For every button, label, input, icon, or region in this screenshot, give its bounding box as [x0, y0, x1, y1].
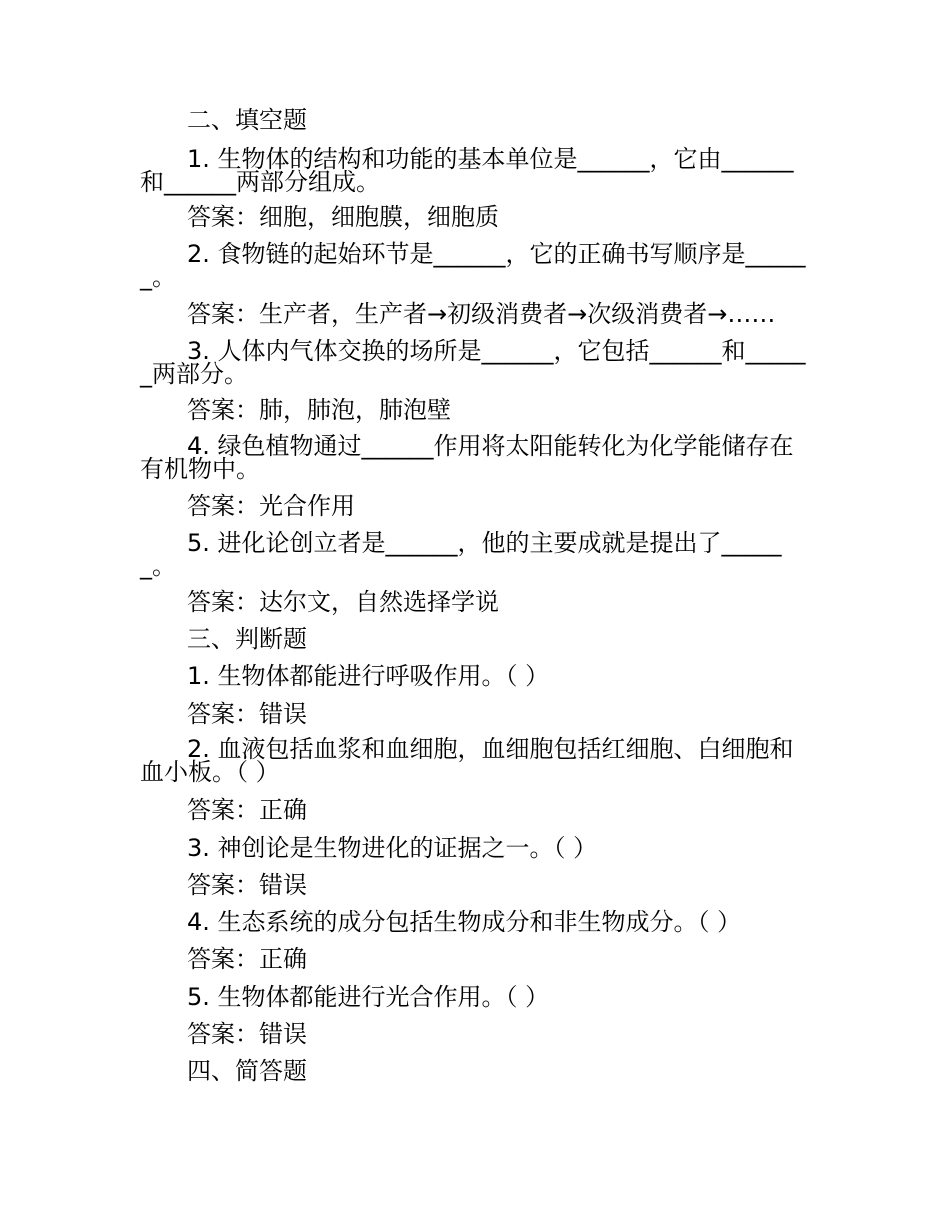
question-text: 2. 血液包括血浆和血细胞，血细胞包括红细胞、白细胞和血小板。（ ）	[140, 735, 794, 786]
question-text: 4. 绿色植物通过______作用将太阳能转化为化学能储存在有机物中。	[140, 432, 794, 483]
answer-text: 答案：肺，肺泡，肺泡壁	[187, 396, 451, 424]
question-text: 3. 神创论是生物进化的证据之一。（ ）	[187, 834, 598, 862]
answer-text: 答案：光合作用	[187, 492, 355, 520]
answer-text: 答案：正确	[187, 945, 307, 973]
answer-text: 答案：生产者，生产者→初级消费者→次级消费者→……	[187, 300, 776, 328]
section-heading-true-false: 三、判断题	[187, 625, 307, 653]
answer-text: 答案：正确	[187, 796, 307, 824]
question-text: 4. 生态系统的成分包括生物成分和非生物成分。（ ）	[187, 908, 742, 936]
answer-text: 答案：错误	[187, 1020, 307, 1048]
question-text: 5. 进化论创立者是______，他的主要成就是提出了______。	[140, 529, 782, 580]
section-heading-short-answer: 四、简答题	[187, 1057, 307, 1085]
answer-text: 答案：细胞，细胞膜，细胞质	[187, 203, 499, 231]
question-text: 1. 生物体都能进行呼吸作用。（ ）	[187, 662, 550, 690]
answer-text: 答案：错误	[187, 871, 307, 899]
question-text: 1. 生物体的结构和功能的基本单位是______，它由______和______两部分组成。	[140, 145, 794, 196]
section-heading-fill-in: 二、填空题	[187, 106, 307, 134]
question-text: 5. 生物体都能进行光合作用。（ ）	[187, 983, 550, 1011]
question-text: 3. 人体内气体交换的场所是______，它包括______和______两部分。	[140, 337, 806, 388]
answer-text: 答案：达尔文，自然选择学说	[187, 588, 499, 616]
question-text: 2. 食物链的起始环节是______，它的正确书写顺序是______。	[140, 240, 806, 291]
answer-text: 答案：错误	[187, 700, 307, 728]
